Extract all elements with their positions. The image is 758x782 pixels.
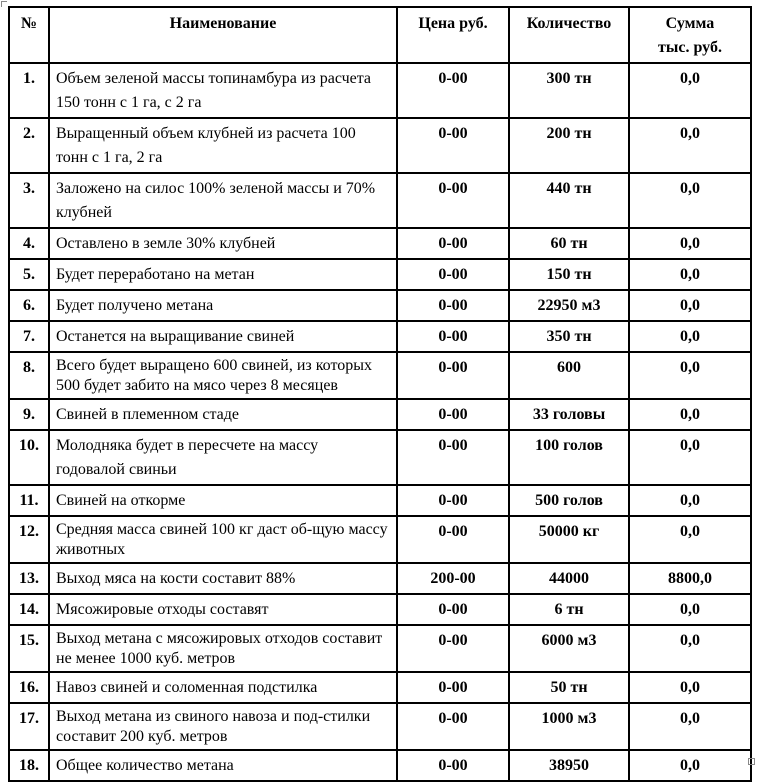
table-row (9, 352, 751, 399)
row-name: Средняя масса свиней 100 кг даст об-щую массу животных (49, 516, 397, 563)
row-number: 15. (9, 625, 49, 672)
row-name: Выход мяса на кости составит 88% (49, 563, 397, 594)
row-quantity: 150 тн (509, 259, 629, 290)
row-quantity: 38950 (509, 750, 629, 781)
row-price: 0-00 (397, 321, 509, 352)
row-quantity: 33 головы (509, 399, 629, 430)
row-name: Всего будет выращено 600 свиней, из которых 500 будет забито на мясо через 8 месяцев (49, 352, 397, 399)
header-sum-line1: Сумма (665, 15, 715, 32)
row-sum: 0,0 (629, 290, 751, 321)
row-number: 7. (9, 321, 49, 352)
row-sum: 0,0 (629, 485, 751, 516)
row-sum: 0,0 (629, 516, 751, 563)
row-number: 18. (9, 750, 49, 781)
table-row (9, 228, 751, 259)
row-price: 0-00 (397, 485, 509, 516)
row-number: 3. (9, 173, 49, 228)
row-number: 17. (9, 703, 49, 750)
header-sum (629, 7, 751, 63)
table-row (9, 485, 751, 516)
table-row (9, 750, 751, 781)
row-price: 0-00 (397, 352, 509, 399)
table-body (9, 63, 751, 781)
table-row (9, 516, 751, 563)
row-sum: 0,0 (629, 750, 751, 781)
row-price: 0-00 (397, 750, 509, 781)
row-name: Молодняка будет в пересчете на массу годовалой свиньи (49, 430, 397, 485)
row-quantity: 6 тн (509, 594, 629, 625)
row-sum: 0,0 (629, 703, 751, 750)
row-price: 0-00 (397, 625, 509, 672)
header-quantity: Количество (509, 7, 629, 63)
row-number: 1. (9, 63, 49, 118)
row-price: 0-00 (397, 173, 509, 228)
table-row (9, 672, 751, 703)
header-price: Цена руб. (397, 7, 509, 63)
table-row (9, 321, 751, 352)
header-sum-line2: тыс. руб. (658, 39, 722, 56)
header-number: № (9, 7, 49, 63)
row-name: Заложено на силос 100% зеленой массы и 70% клубней (49, 173, 397, 228)
row-name: Выход метана с мясожировых отходов составит не менее 1000 куб. метров (49, 625, 397, 672)
row-price: 0-00 (397, 516, 509, 563)
row-quantity: 60 тн (509, 228, 629, 259)
row-price: 0-00 (397, 259, 509, 290)
row-sum: 0,0 (629, 352, 751, 399)
table-header-row (9, 7, 751, 63)
row-price: 0-00 (397, 594, 509, 625)
row-sum: 0,0 (629, 173, 751, 228)
row-number: 8. (9, 352, 49, 399)
row-price: 0-00 (397, 399, 509, 430)
row-price: 0-00 (397, 430, 509, 485)
row-sum: 0,0 (629, 594, 751, 625)
row-price: 200-00 (397, 563, 509, 594)
row-sum: 0,0 (629, 259, 751, 290)
table-row (9, 290, 751, 321)
table-row (9, 399, 751, 430)
row-quantity: 600 (509, 352, 629, 399)
row-quantity: 22950 м3 (509, 290, 629, 321)
table-row (9, 563, 751, 594)
table-row (9, 63, 751, 118)
row-price: 0-00 (397, 703, 509, 750)
row-number: 12. (9, 516, 49, 563)
row-sum: 0,0 (629, 672, 751, 703)
row-name: Мясожировые отходы составят (49, 594, 397, 625)
row-number: 14. (9, 594, 49, 625)
row-quantity: 100 голов (509, 430, 629, 485)
row-number: 11. (9, 485, 49, 516)
row-price: 0-00 (397, 290, 509, 321)
row-sum: 0,0 (629, 399, 751, 430)
row-number: 4. (9, 228, 49, 259)
row-price: 0-00 (397, 672, 509, 703)
row-name: Выход метана из свиного навоза и под-стилки составит 200 куб. метров (49, 703, 397, 750)
row-number: 16. (9, 672, 49, 703)
row-sum: 8800,0 (629, 563, 751, 594)
row-sum: 0,0 (629, 625, 751, 672)
row-sum: 0,0 (629, 63, 751, 118)
row-sum: 0,0 (629, 430, 751, 485)
row-quantity: 350 тн (509, 321, 629, 352)
table-row (9, 430, 751, 485)
row-price: 0-00 (397, 63, 509, 118)
table-row (9, 703, 751, 750)
row-quantity: 50000 кг (509, 516, 629, 563)
row-quantity: 500 голов (509, 485, 629, 516)
row-name: Выращенный объем клубней из расчета 100 тонн с 1 га, 2 га (49, 118, 397, 173)
table-row (9, 594, 751, 625)
row-quantity: 6000 м3 (509, 625, 629, 672)
row-number: 5. (9, 259, 49, 290)
row-name: Свиней в племенном стаде (49, 399, 397, 430)
row-sum: 0,0 (629, 118, 751, 173)
row-name: Свиней на откорме (49, 485, 397, 516)
row-quantity: 440 тн (509, 173, 629, 228)
corner-marker-top-left (1, 1, 7, 7)
row-sum: 0,0 (629, 228, 751, 259)
calculation-table (8, 6, 752, 782)
row-price: 0-00 (397, 228, 509, 259)
header-name: Наименование (49, 7, 397, 63)
corner-marker-bottom-right (748, 758, 755, 765)
row-number: 10. (9, 430, 49, 485)
row-quantity: 44000 (509, 563, 629, 594)
row-name: Оставлено в земле 30% клубней (49, 228, 397, 259)
row-quantity: 1000 м3 (509, 703, 629, 750)
table-row (9, 625, 751, 672)
row-price: 0-00 (397, 118, 509, 173)
row-name: Объем зеленой массы топинамбура из расчета 150 тонн с 1 га, с 2 га (49, 63, 397, 118)
row-name: Останется на выращивание свиней (49, 321, 397, 352)
row-name: Навоз свиней и соломенная подстилка (49, 672, 397, 703)
row-number: 6. (9, 290, 49, 321)
row-quantity: 200 тн (509, 118, 629, 173)
table-row (9, 259, 751, 290)
row-sum: 0,0 (629, 321, 751, 352)
table-row (9, 173, 751, 228)
table-row (9, 118, 751, 173)
row-quantity: 300 тн (509, 63, 629, 118)
row-number: 13. (9, 563, 49, 594)
row-name: Общее количество метана (49, 750, 397, 781)
row-name: Будет получено метана (49, 290, 397, 321)
row-number: 2. (9, 118, 49, 173)
row-number: 9. (9, 399, 49, 430)
row-name: Будет переработано на метан (49, 259, 397, 290)
row-quantity: 50 тн (509, 672, 629, 703)
